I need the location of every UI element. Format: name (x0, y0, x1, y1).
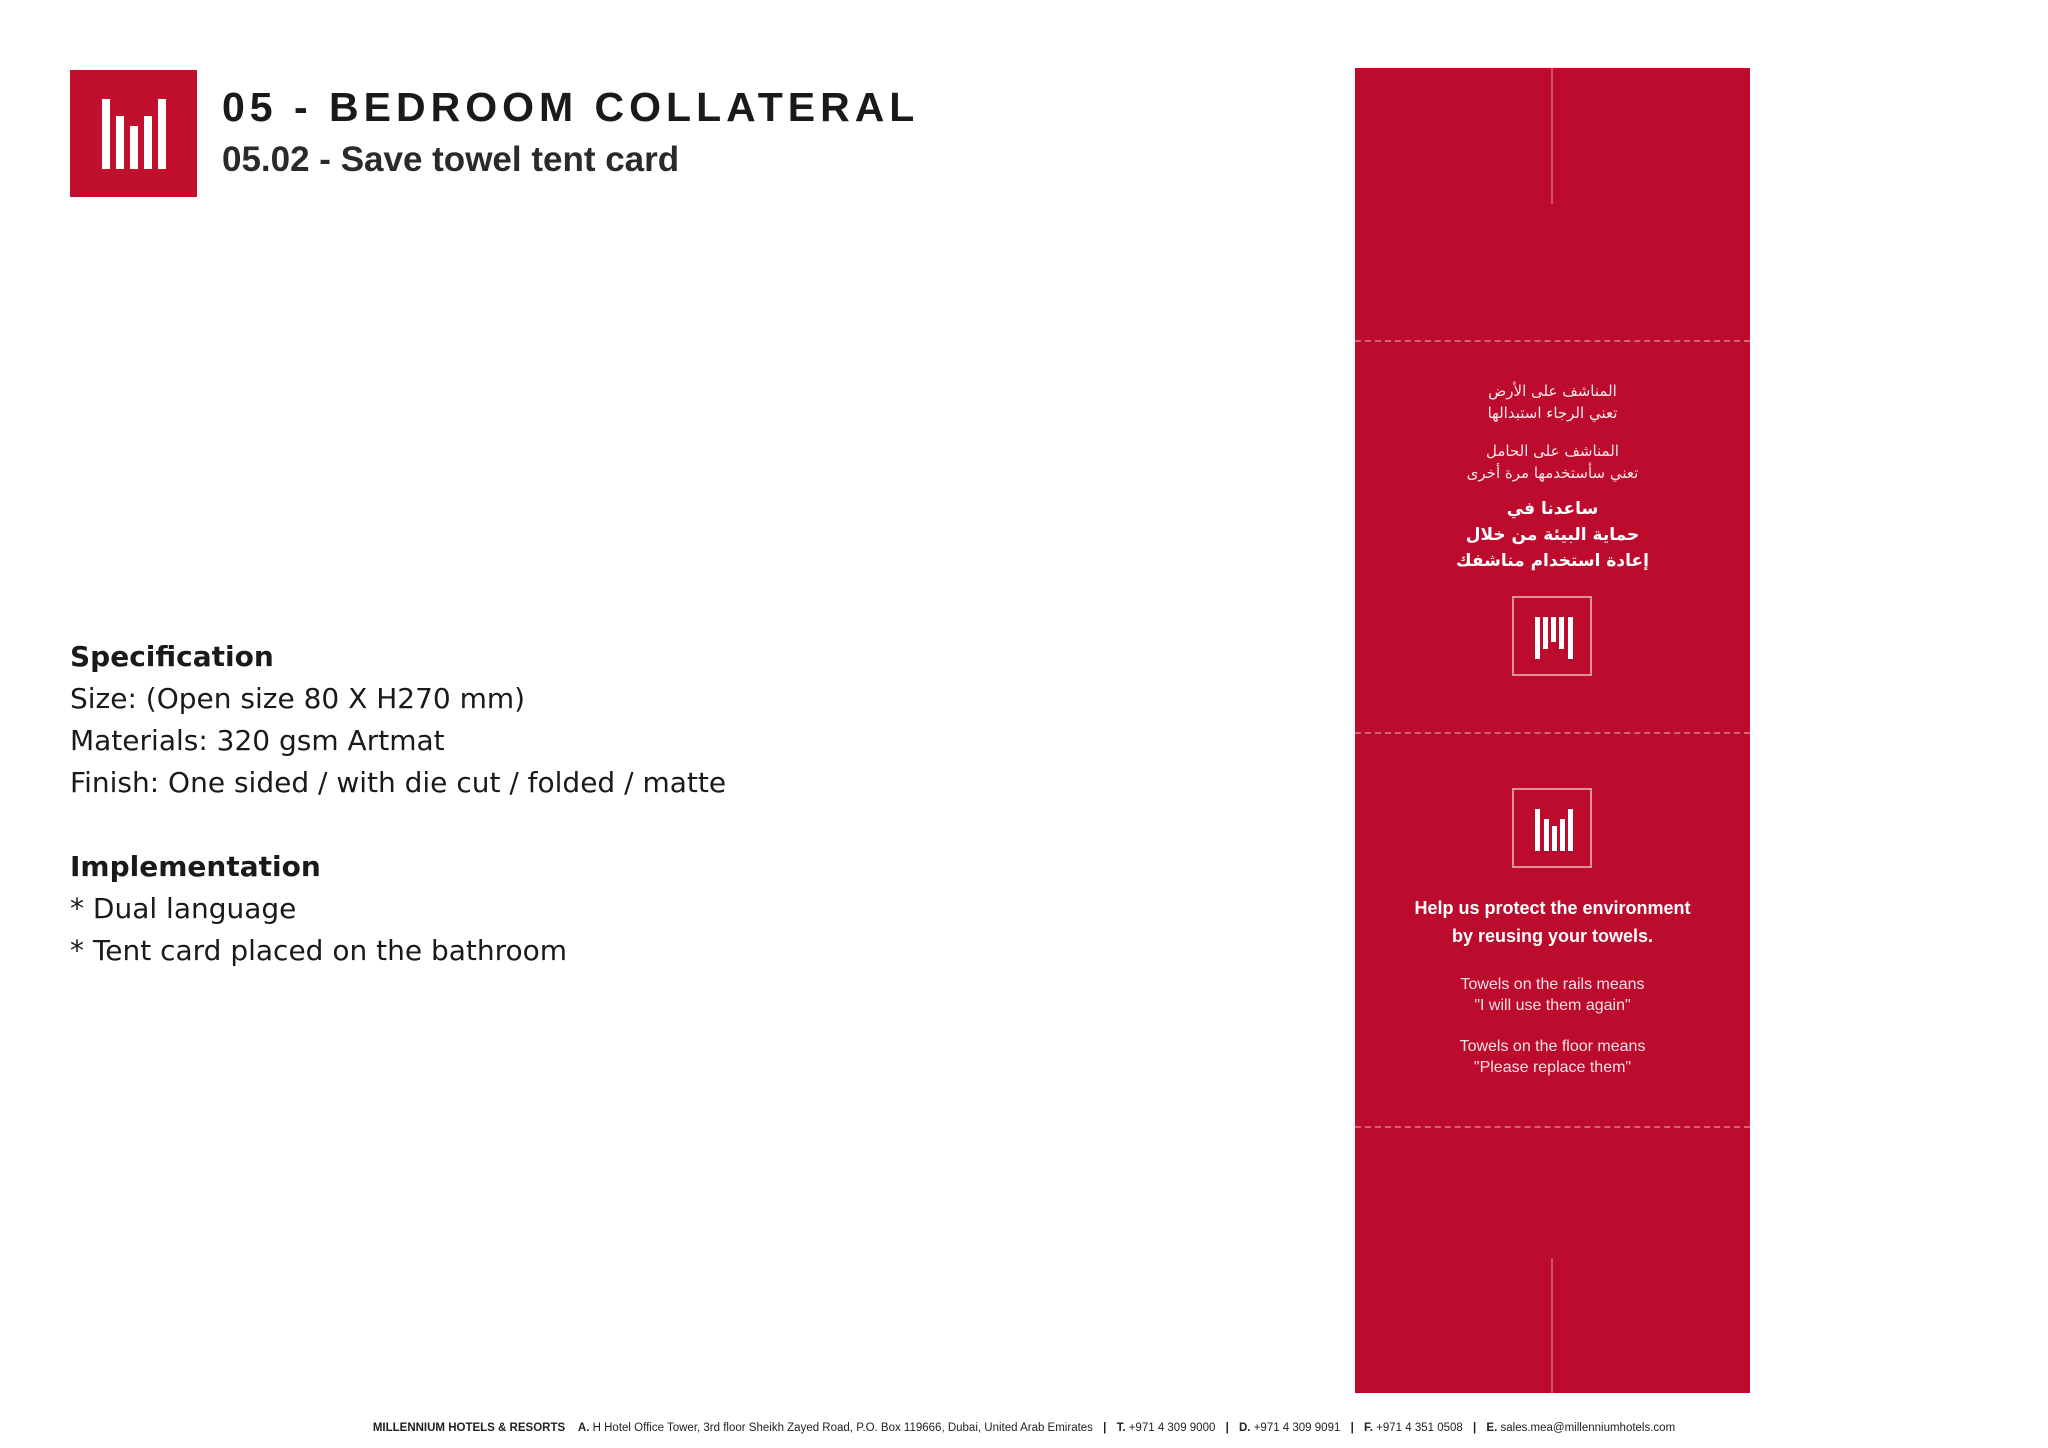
footer-label: T. (1116, 1422, 1126, 1434)
millennium-bars-icon (70, 70, 197, 197)
arabic-headline (1355, 496, 1750, 574)
headline-line: by reusing your towels. (1451, 926, 1654, 946)
arabic-line: المناشف على الحامل (1486, 442, 1619, 460)
text-line: Towels on the rails means (1460, 976, 1645, 993)
footer-address: H Hotel Office Tower, 3rd floor Sheikh Zayed Road, P.O. Box 119666, Dubai, United Arab Emirates (592, 1422, 1093, 1434)
footer-email[interactable]: sales.mea@millenniumhotels.com (1500, 1422, 1676, 1434)
spec-size: Size: (Open size 80 X H270 mm) (70, 682, 526, 715)
footer-label: A. (577, 1422, 590, 1434)
footer-label: E. (1486, 1422, 1498, 1434)
footer-label: D. (1239, 1422, 1251, 1434)
spec-finish: Finish: One sided / with die cut / folded / matte (70, 766, 727, 799)
tent-card-mockup (1355, 68, 1750, 1393)
die-cut-slit-bottom (1551, 1258, 1553, 1394)
footer-company: MILLENNIUM HOTELS & RESORTS (372, 1422, 566, 1434)
brand-logo (70, 70, 197, 197)
section-subtitle: 05.02 - Save towel tent card (222, 140, 680, 179)
footer-separator: | (1225, 1422, 1229, 1434)
english-headline (1355, 894, 1750, 950)
card-logo-inverted (1512, 596, 1592, 676)
arabic-line: تعني سأستخدمها مرة أخرى (1466, 464, 1639, 482)
die-cut-slit-top (1551, 68, 1553, 204)
arabic-line: تعني الرجاء استبدالها (1487, 404, 1618, 422)
arabic-line: ساعدنا في (1506, 499, 1599, 519)
arabic-rails-text (1355, 440, 1750, 484)
implementation-heading: Implementation (70, 850, 321, 883)
arabic-floor-text (1355, 380, 1750, 424)
specification-panel (70, 636, 970, 972)
english-rails-text (1355, 974, 1750, 1016)
implementation-item: * Tent card placed on the bathroom (70, 934, 568, 967)
millennium-bars-icon (1514, 790, 1594, 870)
text-line: "Please replace them" (1473, 1059, 1632, 1076)
section-title: 05 - BEDROOM COLLATERAL (222, 84, 920, 130)
text-line: "I will use them again" (1474, 997, 1631, 1014)
footer-direct: +971 4 309 9091 (1253, 1422, 1341, 1434)
headline-line: Help us protect the environment (1414, 898, 1691, 918)
card-logo (1512, 788, 1592, 868)
footer-separator: | (1473, 1422, 1477, 1434)
fold-line (1355, 340, 1750, 342)
footer-tel: +971 4 309 9000 (1128, 1422, 1216, 1434)
footer-fax: +971 4 351 0508 (1376, 1422, 1463, 1434)
specification-heading: Specification (70, 640, 274, 673)
fold-line (1355, 1126, 1750, 1128)
footer-contact-bar (0, 1422, 2048, 1434)
spacer (70, 804, 970, 846)
millennium-bars-icon (1514, 598, 1594, 678)
implementation-item: * Dual language (70, 892, 297, 925)
english-floor-text (1355, 1036, 1750, 1078)
spec-materials: Materials: 320 gsm Artmat (70, 724, 445, 757)
arabic-line: المناشف على الأرض (1488, 382, 1617, 400)
text-line: Towels on the floor means (1459, 1038, 1646, 1055)
footer-label: F. (1363, 1422, 1373, 1434)
arabic-line: حماية البيئة من خلال (1465, 525, 1640, 545)
footer-separator: | (1350, 1422, 1354, 1434)
fold-line (1355, 732, 1750, 734)
footer-separator: | (1103, 1422, 1107, 1434)
arabic-line: إعادة استخدام مناشفك (1456, 551, 1649, 571)
